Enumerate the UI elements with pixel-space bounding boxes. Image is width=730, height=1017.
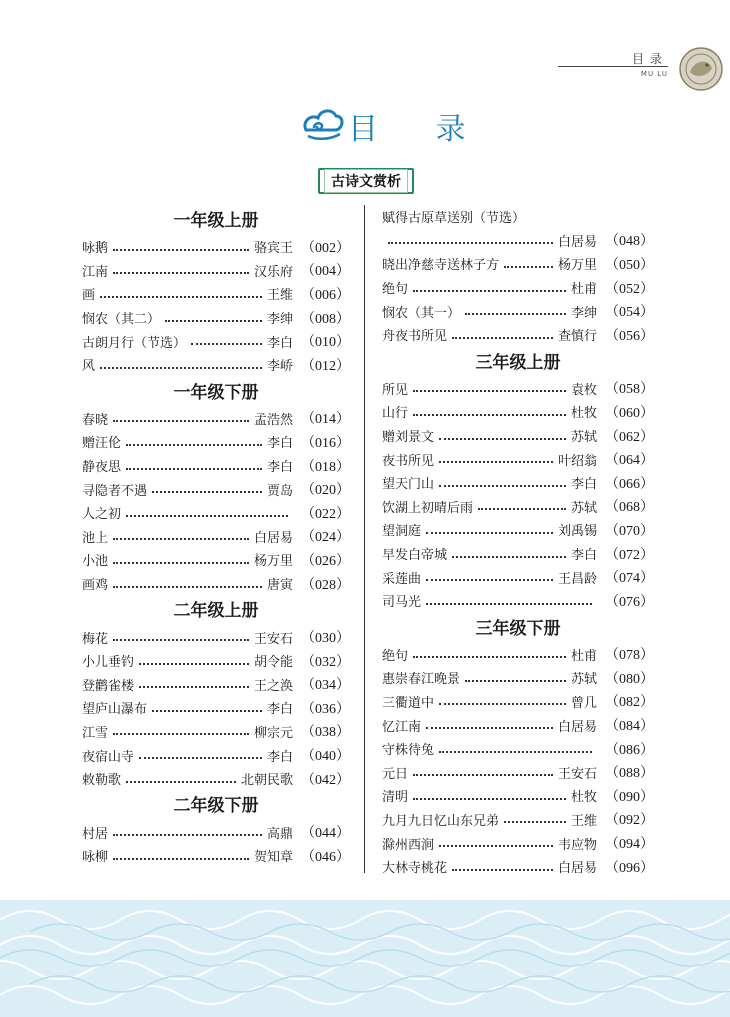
page-title-text: 目 录 [348, 112, 490, 147]
entry-title: 舟夜书所见 [382, 329, 448, 345]
entry-page-number: （062） [605, 429, 654, 445]
dot-leader [126, 515, 288, 517]
grade-heading: 三年级上册 [475, 352, 561, 373]
entry-author: 查慎行 [557, 329, 597, 345]
toc-entry[interactable] [382, 252, 654, 276]
entry-author: 刘禹锡 [557, 524, 597, 540]
toc-entry[interactable] [382, 323, 654, 347]
section-label-box [318, 168, 414, 194]
entry-page-number: （082） [605, 695, 654, 711]
entry-page-number: （008） [301, 311, 350, 327]
entry-page-number: （010） [301, 335, 350, 351]
dot-leader [439, 485, 566, 487]
entry-page-number: （066） [605, 476, 654, 492]
entry-author: 白居易 [557, 234, 597, 250]
entry-author: 贾岛 [266, 483, 293, 499]
toc-entry[interactable] [82, 477, 350, 501]
toc-entry[interactable] [382, 400, 654, 424]
entry-page-number: （034） [301, 678, 350, 694]
toc-entry[interactable] [382, 424, 654, 448]
toc-entry[interactable] [382, 542, 654, 566]
toc-left-column [82, 205, 350, 868]
entry-page-number: （094） [605, 837, 654, 853]
entry-title: 惠崇春江晚景 [382, 672, 461, 688]
toc-entry[interactable] [382, 643, 654, 667]
entry-author: 李白 [570, 548, 597, 564]
entry-author: 王昌龄 [557, 571, 597, 587]
entry-author: 李白 [266, 749, 293, 765]
dot-leader [152, 710, 262, 712]
entry-author: 苏轼 [570, 500, 597, 516]
entry-title: 人之初 [82, 507, 122, 523]
entry-title: 采莲曲 [382, 571, 422, 587]
toc-entry[interactable] [82, 844, 350, 868]
entry-title: 咏鹅 [82, 241, 109, 257]
entry-author: 骆宾王 [253, 241, 293, 257]
grade-heading: 二年级上册 [173, 601, 259, 622]
dot-leader [452, 337, 553, 339]
header-rule [558, 66, 668, 67]
entry-author: 白居易 [557, 719, 597, 735]
entry-page-number: （086） [605, 742, 654, 758]
entry-title: 望洞庭 [382, 524, 422, 540]
entry-page-number: （022） [301, 506, 350, 522]
dot-leader [113, 249, 249, 251]
dot-leader [113, 733, 249, 735]
entry-page-number: （014） [301, 412, 350, 428]
entry-author: 高鼎 [266, 826, 293, 842]
dot-leader [113, 272, 249, 274]
dot-leader [139, 757, 262, 759]
toc-entry[interactable] [382, 784, 654, 808]
toc-entry[interactable] [382, 377, 654, 401]
entry-author: 杨万里 [253, 554, 293, 570]
entry-title: 梅花 [82, 631, 109, 647]
entry-page-number: （052） [605, 281, 654, 297]
toc-entry[interactable] [382, 276, 654, 300]
entry-title: 敕勒歌 [82, 773, 122, 789]
entry-page-number: （044） [301, 826, 350, 842]
entry-page-number: （016） [301, 435, 350, 451]
entry-title: 悯农（其二） [82, 312, 161, 328]
entry-page-number: （024） [301, 530, 350, 546]
entry-page-number: （042） [301, 772, 350, 788]
grade-heading: 三年级下册 [475, 618, 561, 639]
entry-author: 李白 [266, 460, 293, 476]
entry-author: 柳宗元 [253, 725, 293, 741]
dot-leader [139, 663, 249, 665]
entry-page-number: （018） [301, 459, 350, 475]
entry-author: 孟浩然 [253, 412, 293, 428]
entry-page-number: （028） [301, 577, 350, 593]
dot-leader [113, 639, 249, 641]
entry-title: 滁州西涧 [382, 837, 435, 853]
toc-entry[interactable] [82, 454, 350, 478]
grade-heading: 一年级下册 [173, 382, 259, 403]
entry-title: 早发白帝城 [382, 548, 448, 564]
entry-author: 贺知章 [253, 850, 293, 866]
entry-page-number: （060） [605, 405, 654, 421]
dot-leader [413, 798, 566, 800]
entry-author: 唐寅 [266, 578, 293, 594]
entry-author: 胡令能 [253, 655, 293, 671]
entry-title: 司马光 [382, 595, 422, 611]
entry-page-number: （058） [605, 382, 654, 398]
entry-title: 春晓 [82, 412, 109, 428]
dot-leader [439, 461, 553, 463]
entry-page-number: （064） [605, 453, 654, 469]
entry-title: 夜书所见 [382, 453, 435, 469]
entry-page-number: （038） [301, 725, 350, 741]
toc-entry[interactable] [82, 625, 350, 649]
dot-leader [113, 562, 249, 564]
entry-title: 清明 [382, 790, 409, 806]
entry-title: 小儿垂钓 [82, 655, 135, 671]
dot-leader [426, 532, 553, 534]
toc-entry[interactable] [382, 855, 654, 879]
entry-author: 袁枚 [570, 382, 597, 398]
entry-title: 晓出净慈寺送林子方 [382, 258, 500, 274]
running-header [560, 40, 730, 100]
entry-author: 李绅 [570, 305, 597, 321]
dragon-medallion-icon [678, 46, 724, 92]
entry-page-number: （002） [301, 240, 350, 256]
entry-page-number: （054） [605, 305, 654, 321]
dot-leader [191, 343, 262, 345]
dot-leader [439, 703, 566, 705]
dot-leader [439, 845, 553, 847]
toc-entry[interactable] [82, 329, 350, 353]
entry-title: 夜宿山寺 [82, 749, 135, 765]
entry-page-number: （032） [301, 654, 350, 670]
page-title [300, 100, 490, 150]
entry-author: 李白 [266, 335, 293, 351]
toc-entry[interactable] [382, 808, 654, 832]
entry-page-number: （090） [605, 789, 654, 805]
toc-entry[interactable] [82, 548, 350, 572]
toc-entry[interactable] [382, 589, 654, 613]
dot-leader [439, 438, 566, 440]
entry-title: 画鸡 [82, 578, 109, 594]
toc-entry[interactable] [382, 447, 654, 471]
column-divider [364, 205, 365, 873]
entry-title: 小池 [82, 554, 109, 570]
dot-leader [504, 266, 553, 268]
dot-leader [439, 751, 592, 753]
entry-title: 望天门山 [382, 477, 435, 493]
toc-entry[interactable] [382, 229, 654, 253]
dot-leader [465, 313, 566, 315]
toc-entry[interactable] [382, 760, 654, 784]
entry-author: 杜牧 [570, 790, 597, 806]
dot-leader [100, 296, 262, 298]
entry-page-number: （070） [605, 523, 654, 539]
entry-page-number: （026） [301, 553, 350, 569]
entry-page-number: （076） [605, 594, 654, 610]
entry-page-number: （056） [605, 328, 654, 344]
toc-entry[interactable] [382, 737, 654, 761]
dot-leader [113, 538, 249, 540]
dot-leader [426, 579, 553, 581]
entry-page-number: （050） [605, 257, 654, 273]
dot-leader [426, 603, 592, 605]
entry-author: 汉乐府 [253, 264, 293, 280]
entry-author: 王维 [266, 288, 293, 304]
dot-leader [113, 586, 262, 588]
dot-leader [113, 420, 249, 422]
toc-right-column [382, 205, 654, 878]
entry-author: 韦应物 [557, 837, 597, 853]
entry-title: 咏柳 [82, 850, 109, 866]
entry-title: 饮湖上初晴后雨 [382, 500, 474, 516]
toc-entry[interactable] [382, 205, 654, 229]
entry-page-number: （080） [605, 671, 654, 687]
toc-entry[interactable] [82, 743, 350, 767]
entry-title: 江南 [82, 264, 109, 280]
entry-page-number: （074） [605, 571, 654, 587]
entry-title: 江雪 [82, 725, 109, 741]
entry-page-number: （012） [301, 358, 350, 374]
dot-leader [113, 858, 249, 860]
dot-leader [152, 491, 262, 493]
dot-leader [165, 320, 262, 322]
dot-leader [452, 869, 553, 871]
toc-entry[interactable] [382, 690, 654, 714]
dot-leader [413, 390, 566, 392]
toc-entry[interactable] [382, 299, 654, 323]
entry-title: 登鹳雀楼 [82, 678, 135, 694]
entry-page-number: （046） [301, 849, 350, 865]
grade-heading: 二年级下册 [173, 796, 259, 817]
toc-entry[interactable] [82, 282, 350, 306]
dot-leader [478, 508, 566, 510]
entry-author: 王维 [570, 813, 597, 829]
entry-title: 池上 [82, 530, 109, 546]
entry-author: 北朝民歌 [240, 773, 293, 789]
dot-leader [465, 680, 566, 682]
entry-page-number: （004） [301, 264, 350, 280]
entry-page-number: （068） [605, 500, 654, 516]
entry-author: 白居易 [557, 861, 597, 877]
entry-title: 悯农（其一） [382, 305, 461, 321]
toc-entry[interactable] [82, 820, 350, 844]
section-label: 古诗文赏析 [324, 169, 408, 193]
entry-title: 守株待兔 [382, 743, 435, 759]
entry-author: 李峤 [266, 359, 293, 375]
toc-entry[interactable] [82, 572, 350, 596]
entry-author: 杜甫 [570, 648, 597, 664]
toc-entry[interactable] [82, 673, 350, 697]
entry-author: 李白 [266, 702, 293, 718]
dot-leader [126, 781, 236, 783]
dot-leader [426, 727, 553, 729]
entry-author: 杨万里 [557, 258, 597, 274]
entry-title: 望庐山瀑布 [82, 702, 148, 718]
toc-entry[interactable] [82, 259, 350, 283]
entry-title: 大林寺桃花 [382, 861, 448, 877]
dot-leader [504, 821, 566, 823]
dot-leader [413, 774, 553, 776]
entry-page-number: （006） [301, 287, 350, 303]
toc-entry[interactable] [382, 471, 654, 495]
entry-title: 绝句 [382, 282, 409, 298]
entry-page-number: （040） [301, 749, 350, 765]
toc-entry[interactable] [382, 495, 654, 519]
entry-title: 绝句 [382, 648, 409, 664]
entry-title: 古朗月行（节选） [82, 335, 187, 351]
toc-entry[interactable] [82, 430, 350, 454]
toc-entry[interactable] [382, 666, 654, 690]
dot-leader [126, 444, 262, 446]
dot-leader [139, 686, 249, 688]
entry-author: 王之涣 [253, 678, 293, 694]
entry-page-number: （088） [605, 766, 654, 782]
entry-title: 寻隐者不遇 [82, 483, 148, 499]
dot-leader [413, 656, 566, 658]
toc-entry[interactable] [82, 649, 350, 673]
dot-leader [126, 468, 262, 470]
entry-title: 画 [82, 288, 96, 304]
entry-title: 风 [82, 359, 96, 375]
entry-author: 王安石 [253, 631, 293, 647]
entry-author: 王安石 [557, 766, 597, 782]
entry-title: 山行 [382, 406, 409, 422]
toc-entry[interactable] [382, 713, 654, 737]
header-title: 目录 [631, 52, 668, 66]
toc-entry[interactable] [82, 720, 350, 744]
entry-page-number: （084） [605, 719, 654, 735]
entry-page-number: （036） [301, 701, 350, 717]
dot-leader [113, 834, 262, 836]
dot-leader [413, 414, 566, 416]
grade-heading: 一年级上册 [173, 211, 259, 231]
entry-title: 村居 [82, 826, 109, 842]
toc-entry[interactable] [382, 565, 654, 589]
entry-page-number: （020） [301, 483, 350, 499]
toc-entry[interactable] [82, 525, 350, 549]
entry-author: 杜牧 [570, 406, 597, 422]
entry-page-number: （096） [605, 860, 654, 876]
toc-entry[interactable] [82, 407, 350, 431]
entry-page-number: （030） [301, 631, 350, 647]
toc-entry[interactable] [82, 306, 350, 330]
entry-title: 所见 [382, 382, 409, 398]
entry-page-number: （048） [605, 234, 654, 250]
toc-entry[interactable] [382, 831, 654, 855]
entry-author: 叶绍翁 [557, 453, 597, 469]
entry-author: 苏轼 [570, 430, 597, 446]
dot-leader [100, 367, 262, 369]
entry-author: 曾几 [570, 695, 597, 711]
entry-author: 李白 [570, 477, 597, 493]
entry-title: 元日 [382, 766, 409, 782]
toc-entry[interactable] [82, 767, 350, 791]
header-subtitle: MU LU [640, 70, 668, 78]
dot-leader [388, 242, 553, 244]
dot-leader [413, 290, 566, 292]
entry-author: 白居易 [253, 530, 293, 546]
entry-title: 三衢道中 [382, 695, 435, 711]
entry-title: 赋得古原草送别（节选） [382, 211, 526, 227]
entry-author: 李白 [266, 436, 293, 452]
entry-author: 杜甫 [570, 282, 597, 298]
entry-author: 李绅 [266, 312, 293, 328]
toc-entry[interactable] [82, 353, 350, 377]
entry-title: 赠刘景文 [382, 430, 435, 446]
toc-entry[interactable] [382, 518, 654, 542]
entry-page-number: （072） [605, 547, 654, 563]
entry-author: 苏轼 [570, 672, 597, 688]
toc-entry[interactable] [82, 696, 350, 720]
entry-title: 忆江南 [382, 719, 422, 735]
toc-entry[interactable] [82, 501, 350, 525]
entry-title: 赠汪伦 [82, 436, 122, 452]
entry-title: 九月九日忆山东兄弟 [382, 813, 500, 829]
toc-entry[interactable] [82, 235, 350, 259]
entry-title: 静夜思 [82, 460, 122, 476]
entry-page-number: （092） [605, 813, 654, 829]
entry-page-number: （078） [605, 648, 654, 664]
wave-pattern-footer [0, 900, 730, 1017]
cloud-scroll-icon [300, 100, 346, 146]
dot-leader [452, 556, 566, 558]
